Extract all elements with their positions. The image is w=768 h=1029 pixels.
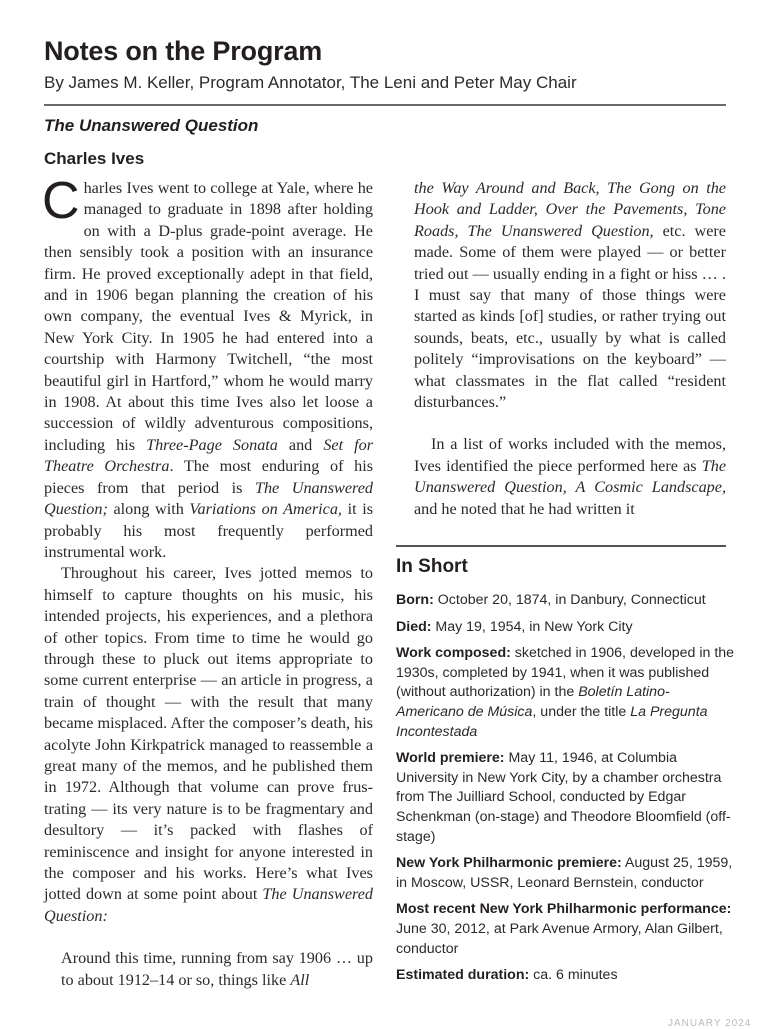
in-short-divider [396, 545, 726, 547]
ives-quote-block: Around this time, running from say 1906 … up to about 1912–14 or so, things like All [61, 949, 373, 989]
fact-world-premiere: World premiere: May 11, 1946, at Columbia University in New York City, by a chamber orchestra from The Juilliard School, conducted by Edgar Schenkman (on-stage) and Theodore Bloomfield (off-stage) [396, 750, 731, 845]
fact-work-composed: Work composed: sketched in 1906, developed in the 1930s, completed by 1941, when it was published (without authorization) in the Boletín Latino-Americano de Música, under the title La Pregunta Incontestada [396, 645, 735, 740]
header-divider [44, 104, 726, 106]
fact-died: Died: May 19, 1954, in New York City [396, 618, 633, 635]
fact-estimated-duration: Estimated duration: ca. 6 minutes [396, 967, 618, 984]
article-paragraph-3: In a list of works included with the memos, Ives identified the piece performed here as The Unanswered Question, A Cosmic Landscape, and he noted that he had written it [414, 435, 726, 518]
page-title: Notes on the Program [44, 36, 323, 66]
work-title: The Unanswered Question [44, 116, 259, 135]
quote-works-list-start: All [290, 970, 310, 989]
in-short-facts [396, 591, 736, 993]
article-paragraph-1: Charles Ives went to college at Yale, where he managed to graduate in 1898 after holding on with a D-plus grade-point average. He then sensibly took a position with an insurance firm. He proved exceptionally adept in that field, and in 1906 began planning the creation of his own company, the eventual Ives & Myrick, in New York City. In 1905 he had entered into a courtship with Harmony Twitchell, “the most beautiful girl in Hartford,” whom he would marry in 1908. At about this time Ives also let loose a succession of wildly adventurous compositions, including his Three-Page Sonata and Set for Theatre Orchestra. The most enduring of his pieces from that period is The Unanswered Question; along with Variations on America, it is probably his most frequently performed instrumental work. [42, 172, 373, 561]
quote-works-list: the Way Around and Back, The Gong on the Hook and Ladder, Over the Pavements, Tone Roads, The Unanswered Question, [414, 179, 726, 240]
drop-cap: C [42, 172, 80, 230]
byline: By James M. Keller, Program Annotator, The Leni and Peter May Chair [44, 73, 577, 92]
in-short-heading: In Short [396, 556, 468, 577]
article-column-right [414, 178, 726, 520]
article-column-left [42, 172, 373, 991]
page-footer: JANUARY 2024 [668, 1018, 752, 1029]
ives-quote-continued: the Way Around and Back, The Gong on the Hook and Ladder, Over the Pavements, Tone Roads, The Unanswered Question, etc. were made. Some of them were played — or better tried out — usually ending in a fight or hiss … . I must say that many of those things were started as kinds [of] studies, or rather trying out sounds, beats, etc., usually by what is called politely “improvisations on the keyboard” — what classmates in the flat called “resident disturbances.” [414, 179, 726, 412]
article-paragraph-2: Throughout his career, Ives jotted memos to himself to capture thoughts on his music, his intended projects, his experiences, and a plethora of other topics. From time to time he would go through these to pluck out items appropriate to some current enterprise — an article in progress, a train of thought — with the result that many became misplaced. After the composer’s death, his acolyte John Kirkpatrick managed to reassemble a great many of the memos, and he published them in 1972. Although that volume can prove frustrating — its very nature is to be fragmentary and desultory — it’s packed with flashes of reminiscence and insight for anyone interested in the composer and his works. Here’s what Ives jotted down at some point about The Unanswered Question: [44, 564, 373, 925]
fact-born: Born: October 20, 1874, in Danbury, Connecticut [396, 592, 706, 608]
fact-most-recent-performance: Most recent New York Philharmonic performance: June 30, 2012, at Park Avenue Armory, Alan Gilbert, conductor [396, 901, 732, 957]
fact-nyphil-premiere: New York Philharmonic premiere: August 25, 1959, in Moscow, USSR, Leonard Bernstein, conductor [396, 855, 733, 891]
composer-name: Charles Ives [44, 149, 145, 168]
program-notes-page [42, 0, 752, 1029]
